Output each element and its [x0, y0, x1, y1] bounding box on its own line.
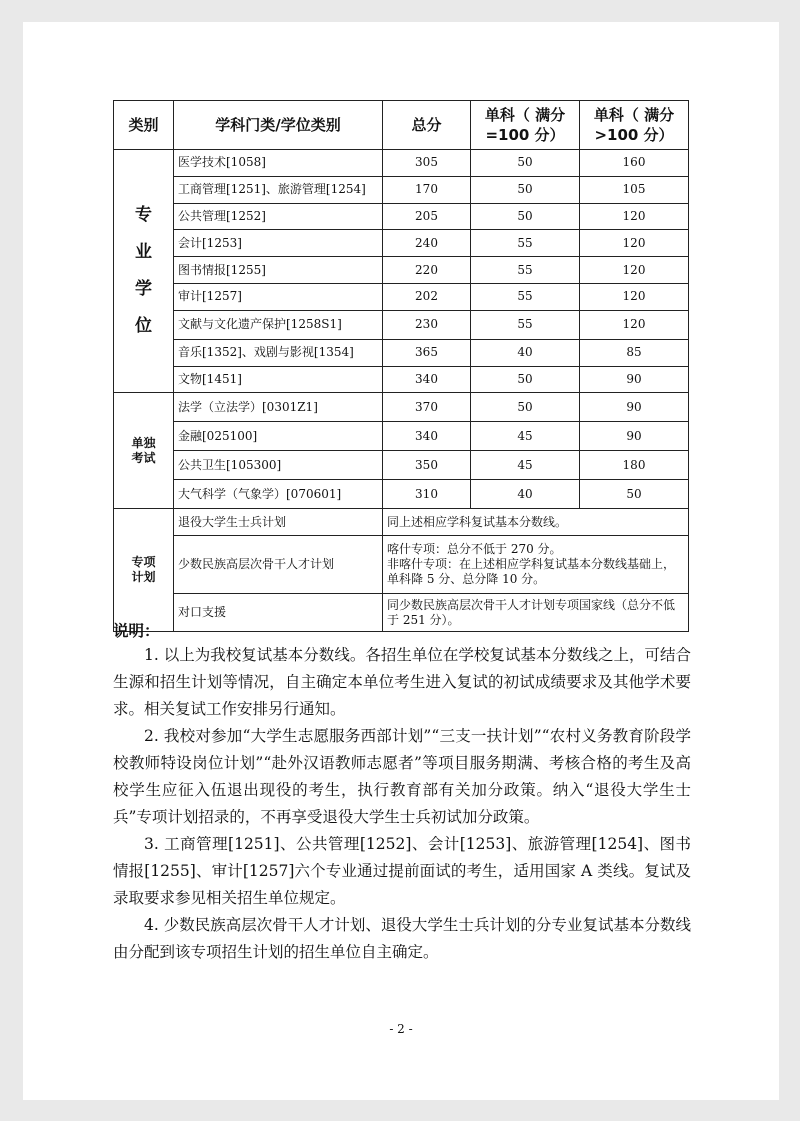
- total-cell: 202: [383, 283, 471, 310]
- special-note-cell: 同少数民族高层次骨干人才计划专项国家线（总分不低于 251 分）。: [383, 594, 689, 632]
- single-100-cell: 50: [471, 203, 580, 230]
- total-cell: 340: [383, 422, 471, 451]
- total-cell: 205: [383, 203, 471, 230]
- single-100-cell: 55: [471, 257, 580, 284]
- single-gt100-cell: 120: [580, 283, 689, 310]
- subject-cell: 医学技术[1058]: [174, 150, 383, 177]
- single-100-cell: 50: [471, 393, 580, 422]
- single-gt100-cell: 180: [580, 451, 689, 480]
- single-gt100-cell: 90: [580, 366, 689, 393]
- total-cell: 220: [383, 257, 471, 284]
- table-row: [114, 176, 689, 203]
- subject-cell: 公共卫生[105300]: [174, 451, 383, 480]
- single-100-cell: 50: [471, 176, 580, 203]
- subject-cell: 对口支援: [174, 594, 383, 632]
- notes-title: 说明：: [113, 622, 160, 640]
- note-paragraph: 2. 我校对参加“大学生志愿服务西部计划”“三支一扶计划”“农村义务教育阶段学校教师特设岗位计划”“赴外汉语教师志愿者”等项目服务期满、考核合格的考生及高校学生应征入伍退出现役的考生，执行教育部有关加分政策。纳入“退役大学生士兵”专项计划招录的，不再享受退役大学生士兵初试加分政策。: [113, 727, 691, 826]
- total-cell: 370: [383, 393, 471, 422]
- subject-cell: 大气科学（气象学）[070601]: [174, 480, 383, 509]
- single-gt100-cell: 120: [580, 257, 689, 284]
- single-100-cell: 45: [471, 451, 580, 480]
- page-number: - 2 -: [389, 1022, 413, 1036]
- subject-cell: 退役大学生士兵计划: [174, 509, 383, 536]
- subject-cell: 文物[1451]: [174, 366, 383, 393]
- single-gt100-cell: 160: [580, 150, 689, 177]
- subject-cell: 会计[1253]: [174, 230, 383, 257]
- table-row: [114, 480, 689, 509]
- total-cell: 365: [383, 339, 471, 366]
- note-paragraph: 4. 少数民族高层次骨干人才计划、退役大学生士兵计划的分专业复试基本分数线由分配到该专项招生计划的招生单位自主确定。: [113, 916, 691, 961]
- header-single-100: 单科（ 满分=100 分）: [471, 101, 580, 150]
- single-100-cell: 50: [471, 366, 580, 393]
- single-100-cell: 55: [471, 310, 580, 339]
- header-subject: 学科门类/学位类别: [174, 101, 383, 150]
- single-gt100-cell: 85: [580, 339, 689, 366]
- total-cell: 230: [383, 310, 471, 339]
- single-100-cell: 45: [471, 422, 580, 451]
- table-row: [114, 283, 689, 310]
- table-row: [114, 366, 689, 393]
- table-row: [114, 339, 689, 366]
- single-100-cell: 40: [471, 339, 580, 366]
- category-special: 专项 计划: [114, 509, 174, 632]
- total-cell: 350: [383, 451, 471, 480]
- single-gt100-cell: 90: [580, 422, 689, 451]
- special-note-cell: 同上述相应学科复试基本分数线。: [383, 509, 689, 536]
- category-independent: 单独 考试: [114, 393, 174, 509]
- table-row: [114, 422, 689, 451]
- total-cell: 240: [383, 230, 471, 257]
- single-100-cell: 55: [471, 283, 580, 310]
- subject-cell: 公共管理[1252]: [174, 203, 383, 230]
- table-row: [114, 393, 689, 422]
- table-row: [114, 203, 689, 230]
- table-row: [114, 310, 689, 339]
- single-100-cell: 50: [471, 150, 580, 177]
- single-gt100-cell: 120: [580, 230, 689, 257]
- single-100-cell: 55: [471, 230, 580, 257]
- header-single-gt100: 单科（ 满分>100 分）: [580, 101, 689, 150]
- table-row: [114, 150, 689, 177]
- total-cell: 310: [383, 480, 471, 509]
- subject-cell: 工商管理[1251]、旅游管理[1254]: [174, 176, 383, 203]
- document-page: [23, 22, 779, 1100]
- table-row: [114, 509, 689, 536]
- subject-cell: 图书情报[1255]: [174, 257, 383, 284]
- note-paragraph: 1. 以上为我校复试基本分数线。各招生单位在学校复试基本分数线之上，可结合生源和招生计划等情况，自主确定本单位考生进入复试的初试成绩要求及其他学术要求。相关复试工作安排另行通知。: [113, 646, 691, 718]
- note-paragraph: 3. 工商管理[1251]、公共管理[1252]、会计[1253]、旅游管理[1254]、图书情报[1255]、审计[1257]六个专业通过提前面试的考生，适用国家 A 类线。复试及录取要求参见相关招生单位规定。: [113, 835, 691, 907]
- subject-cell: 少数民族高层次骨干人才计划: [174, 536, 383, 594]
- special-note-cell: 喀什专项：总分不低于 270 分。 非喀什专项：在上述相应学科复试基本分数线基础上，单科降 5 分、总分降 10 分。: [383, 536, 689, 594]
- single-gt100-cell: 50: [580, 480, 689, 509]
- header-category: 类别: [114, 101, 174, 150]
- subject-cell: 文献与文化遗产保护[1258S1]: [174, 310, 383, 339]
- table-row: [114, 257, 689, 284]
- total-cell: 170: [383, 176, 471, 203]
- subject-cell: 审计[1257]: [174, 283, 383, 310]
- table-header-row: [114, 101, 689, 150]
- table-row: [114, 536, 689, 594]
- single-gt100-cell: 105: [580, 176, 689, 203]
- subject-cell: 音乐[1352]、戏剧与影视[1354]: [174, 339, 383, 366]
- subject-cell: 金融[025100]: [174, 422, 383, 451]
- single-gt100-cell: 120: [580, 310, 689, 339]
- total-cell: 340: [383, 366, 471, 393]
- single-gt100-cell: 120: [580, 203, 689, 230]
- subject-cell: 法学（立法学）[0301Z1]: [174, 393, 383, 422]
- table-row: [114, 451, 689, 480]
- score-table: [113, 100, 689, 632]
- single-gt100-cell: 90: [580, 393, 689, 422]
- single-100-cell: 40: [471, 480, 580, 509]
- notes-section: [113, 620, 691, 966]
- header-total: 总分: [383, 101, 471, 150]
- category-professional: 专 业 学 位: [114, 150, 174, 393]
- total-cell: 305: [383, 150, 471, 177]
- table-row: [114, 230, 689, 257]
